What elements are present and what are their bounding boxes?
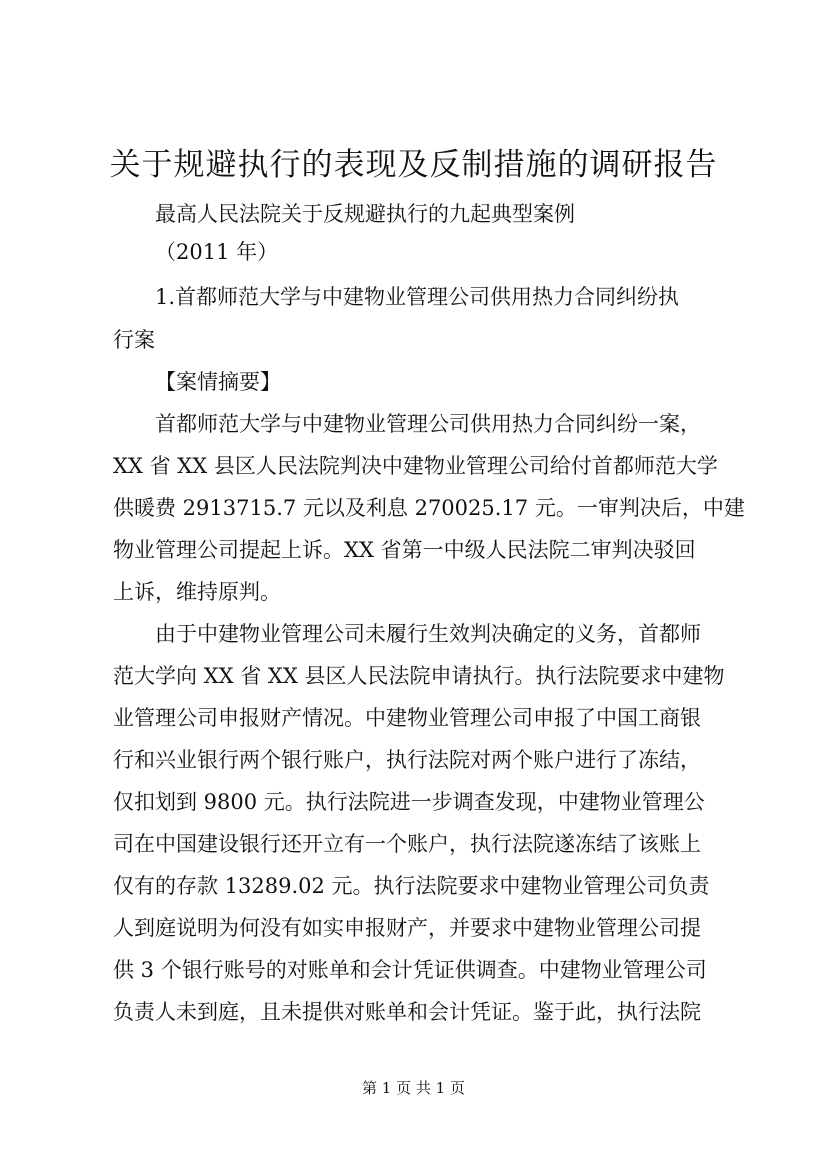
body-line: 范大学向 XX 省 XX 县区人民法院申请执行。执行法院要求中建物: [113, 664, 725, 688]
subtitle-line: 最高人民法院关于反规避执行的九起典型案例: [155, 202, 575, 226]
body-line: 物业管理公司提起上诉。XX 省第一中级人民法院二审判决驳回: [113, 538, 696, 562]
year-line: （2011 年）: [155, 240, 279, 264]
body-line: 仅有的存款 13289.02 元。执行法院要求中建物业管理公司负责: [113, 874, 710, 898]
section-heading: 【案情摘要】: [155, 370, 281, 394]
document-title: 关于规避执行的表现及反制措施的调研报告: [109, 147, 718, 183]
body-line: 负责人未到庭，且未提供对账单和会计凭证。鉴于此，执行法院: [113, 1000, 701, 1024]
case-heading-line-1: 1.首都师范大学与中建物业管理公司供用热力合同纠纷执: [155, 285, 680, 309]
body-line: 首都师范大学与中建物业管理公司供用热力合同纠纷一案，: [155, 412, 701, 436]
page-footer: 第 1 页 共 1 页: [362, 1079, 465, 1097]
body-line: 供暖费 2913715.7 元以及利息 270025.17 元。一审判决后，中建: [113, 496, 745, 520]
body-line: 司在中国建设银行还开立有一个账户，执行法院遂冻结了该账上: [113, 832, 701, 856]
body-line: 上诉，维持原判。: [113, 580, 281, 604]
body-line: 业管理公司申报财产情况。中建物业管理公司申报了中国工商银: [113, 706, 701, 730]
body-line: 行和兴业银行两个银行账户，执行法院对两个账户进行了冻结，: [113, 748, 701, 772]
body-line: 供 3 个银行账号的对账单和会计凭证供调查。中建物业管理公司: [113, 958, 707, 982]
body-line: 仅扣划到 9800 元。执行法院进一步调查发现，中建物业管理公: [113, 790, 705, 814]
body-line: XX 省 XX 县区人民法院判决中建物业管理公司给付首都师范大学: [113, 454, 718, 478]
body-line: 由于中建物业管理公司未履行生效判决确定的义务，首都师: [155, 622, 701, 646]
case-heading-line-2: 行案: [113, 328, 155, 352]
body-line: 人到庭说明为何没有如实申报财产，并要求中建物业管理公司提: [113, 916, 701, 940]
